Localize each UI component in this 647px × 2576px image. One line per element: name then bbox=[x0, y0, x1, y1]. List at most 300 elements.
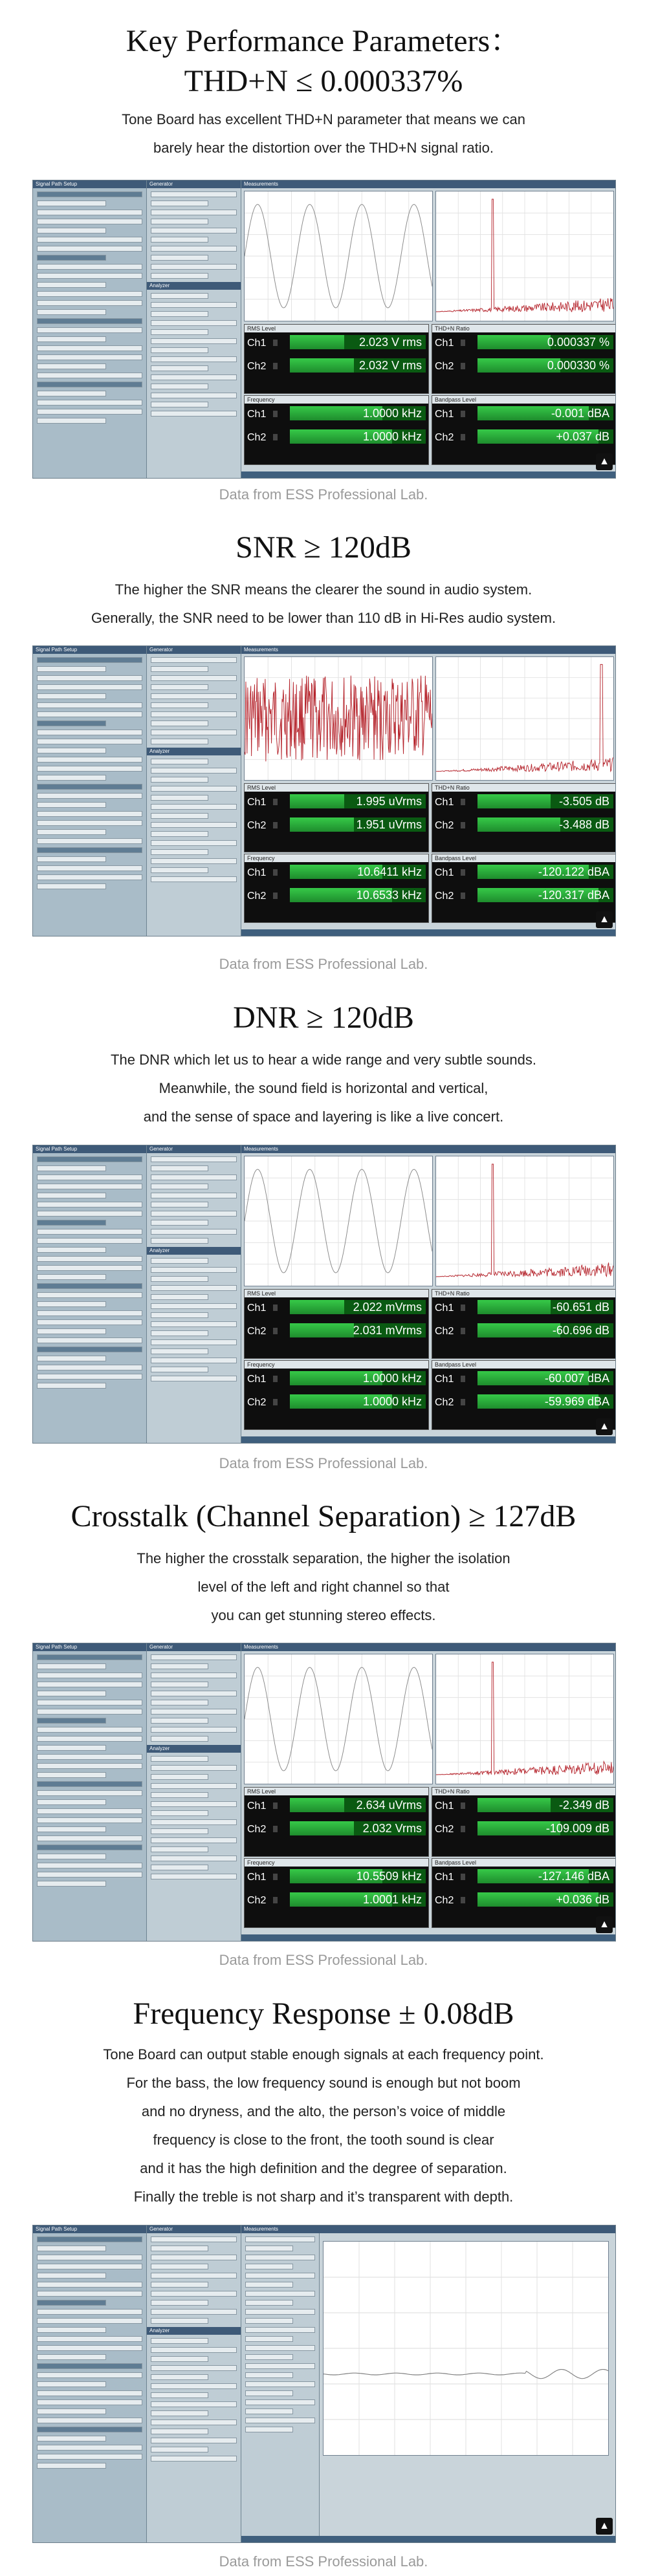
setting-control[interactable] bbox=[151, 1303, 237, 1309]
setting-control[interactable] bbox=[151, 1165, 208, 1171]
setting-control[interactable] bbox=[151, 2383, 237, 2389]
setting-control[interactable] bbox=[37, 237, 142, 243]
setting-control[interactable] bbox=[37, 273, 142, 279]
setting-control[interactable] bbox=[245, 2327, 315, 2333]
setting-control[interactable] bbox=[37, 693, 106, 699]
setting-control[interactable] bbox=[151, 311, 208, 317]
setting-control[interactable] bbox=[151, 1783, 237, 1789]
setting-control[interactable] bbox=[37, 2408, 106, 2414]
setting-control[interactable] bbox=[151, 2255, 237, 2260]
setting-control[interactable] bbox=[151, 1654, 237, 1660]
setting-control[interactable] bbox=[37, 2327, 106, 2333]
setting-control[interactable] bbox=[37, 409, 142, 415]
channel-dropdown[interactable] bbox=[273, 1376, 278, 1382]
setting-control[interactable] bbox=[37, 282, 106, 288]
setting-control[interactable] bbox=[245, 2318, 293, 2324]
setting-control[interactable] bbox=[151, 2264, 208, 2269]
setting-control[interactable] bbox=[151, 759, 208, 764]
setting-control[interactable] bbox=[37, 1319, 142, 1325]
channel-dropdown[interactable] bbox=[273, 1802, 278, 1809]
setting-control[interactable] bbox=[37, 1790, 142, 1796]
setting-control[interactable] bbox=[37, 1663, 106, 1669]
setting-control[interactable] bbox=[37, 1374, 142, 1380]
setting-control[interactable] bbox=[37, 2282, 142, 2288]
setting-control[interactable] bbox=[151, 2392, 208, 2398]
setting-control[interactable] bbox=[37, 228, 106, 233]
setting-control[interactable] bbox=[151, 1202, 208, 1207]
setting-control[interactable] bbox=[37, 246, 142, 252]
setting-control[interactable] bbox=[245, 2309, 315, 2315]
setting-control[interactable] bbox=[151, 1339, 237, 1345]
setting-control[interactable] bbox=[151, 365, 208, 371]
channel-dropdown[interactable] bbox=[461, 1376, 465, 1382]
setting-control[interactable] bbox=[151, 1193, 237, 1198]
setting-control[interactable] bbox=[151, 1376, 237, 1381]
setting-control[interactable] bbox=[37, 1781, 142, 1787]
channel-dropdown[interactable] bbox=[273, 1328, 278, 1334]
setting-control[interactable] bbox=[151, 402, 208, 407]
setting-control[interactable] bbox=[151, 255, 208, 261]
setting-control[interactable] bbox=[37, 210, 142, 215]
setting-control[interactable] bbox=[37, 219, 142, 224]
setting-control[interactable] bbox=[151, 693, 237, 699]
setting-control[interactable] bbox=[37, 2381, 106, 2387]
channel-dropdown[interactable] bbox=[273, 434, 278, 440]
setting-control[interactable] bbox=[37, 318, 142, 324]
setting-control[interactable] bbox=[245, 2264, 293, 2269]
setting-control[interactable] bbox=[151, 2429, 208, 2434]
setting-control[interactable] bbox=[151, 720, 208, 726]
setting-control[interactable] bbox=[151, 1358, 237, 1363]
setting-control[interactable] bbox=[151, 1682, 208, 1687]
setting-control[interactable] bbox=[151, 786, 237, 792]
setting-control[interactable] bbox=[37, 1817, 142, 1823]
channel-dropdown[interactable] bbox=[461, 1328, 465, 1334]
setting-control[interactable] bbox=[37, 865, 142, 871]
setting-control[interactable] bbox=[37, 2300, 106, 2306]
setting-control[interactable] bbox=[37, 666, 106, 672]
setting-control[interactable] bbox=[151, 768, 237, 774]
setting-control[interactable] bbox=[37, 2345, 142, 2351]
setting-control[interactable] bbox=[37, 730, 142, 735]
setting-control[interactable] bbox=[151, 1294, 208, 1300]
setting-control[interactable] bbox=[151, 1321, 237, 1327]
setting-control[interactable] bbox=[37, 373, 142, 378]
setting-control[interactable] bbox=[37, 684, 142, 690]
setting-control[interactable] bbox=[37, 1835, 142, 1841]
setting-control[interactable] bbox=[151, 1700, 208, 1705]
setting-control[interactable] bbox=[37, 1238, 142, 1244]
setting-control[interactable] bbox=[151, 1211, 237, 1217]
setting-control[interactable] bbox=[151, 867, 208, 873]
channel-dropdown[interactable] bbox=[461, 1874, 465, 1880]
setting-control[interactable] bbox=[151, 1330, 208, 1336]
setting-control[interactable] bbox=[151, 210, 237, 215]
setting-control[interactable] bbox=[37, 200, 106, 206]
setting-control[interactable] bbox=[37, 2427, 142, 2432]
setting-control[interactable] bbox=[37, 327, 142, 333]
setting-control[interactable] bbox=[37, 1184, 142, 1189]
setting-control[interactable] bbox=[151, 711, 237, 717]
setting-control[interactable] bbox=[37, 391, 106, 396]
setting-control[interactable] bbox=[37, 1672, 142, 1678]
setting-control[interactable] bbox=[151, 1276, 208, 1282]
setting-control[interactable] bbox=[245, 2273, 315, 2278]
setting-control[interactable] bbox=[151, 1220, 208, 1226]
setting-control[interactable] bbox=[151, 273, 208, 279]
setting-control[interactable] bbox=[151, 1865, 208, 1870]
setting-control[interactable] bbox=[151, 2338, 208, 2344]
setting-control[interactable] bbox=[151, 411, 237, 417]
channel-dropdown[interactable] bbox=[273, 411, 278, 417]
setting-control[interactable] bbox=[151, 374, 237, 380]
setting-control[interactable] bbox=[37, 1247, 106, 1253]
setting-control[interactable] bbox=[151, 2456, 237, 2462]
setting-control[interactable] bbox=[151, 1312, 208, 1318]
setting-control[interactable] bbox=[37, 1328, 106, 1334]
setting-control[interactable] bbox=[37, 1872, 142, 1878]
setting-control[interactable] bbox=[245, 2300, 293, 2306]
setting-control[interactable] bbox=[37, 2354, 106, 2360]
setting-control[interactable] bbox=[151, 2365, 237, 2371]
setting-control[interactable] bbox=[37, 191, 142, 197]
setting-control[interactable] bbox=[37, 1727, 142, 1733]
setting-control[interactable] bbox=[37, 820, 142, 826]
setting-control[interactable] bbox=[151, 2419, 237, 2425]
setting-control[interactable] bbox=[151, 2447, 208, 2452]
setting-control[interactable] bbox=[151, 1672, 237, 1678]
setting-control[interactable] bbox=[245, 2354, 293, 2360]
channel-dropdown[interactable] bbox=[273, 893, 278, 899]
setting-control[interactable] bbox=[37, 1202, 142, 1207]
setting-control[interactable] bbox=[37, 2372, 142, 2378]
setting-control[interactable] bbox=[37, 1256, 142, 1262]
setting-control[interactable] bbox=[37, 874, 142, 880]
setting-control[interactable] bbox=[151, 730, 237, 735]
setting-control[interactable] bbox=[37, 1337, 142, 1343]
setting-control[interactable] bbox=[151, 1837, 237, 1843]
channel-dropdown[interactable] bbox=[461, 1826, 465, 1832]
setting-control[interactable] bbox=[245, 2345, 315, 2351]
setting-control[interactable] bbox=[151, 1736, 208, 1742]
setting-control[interactable] bbox=[37, 2454, 142, 2460]
setting-control[interactable] bbox=[151, 1874, 237, 1879]
setting-control[interactable] bbox=[37, 2390, 142, 2396]
setting-control[interactable] bbox=[151, 228, 237, 233]
setting-control[interactable] bbox=[37, 2436, 106, 2441]
setting-control[interactable] bbox=[151, 1756, 208, 1762]
setting-control[interactable] bbox=[37, 702, 142, 708]
channel-dropdown[interactable] bbox=[461, 340, 465, 346]
setting-control[interactable] bbox=[37, 2255, 142, 2260]
setting-control[interactable] bbox=[151, 2347, 237, 2353]
setting-control[interactable] bbox=[37, 1745, 106, 1751]
setting-control[interactable] bbox=[37, 1808, 142, 1814]
setting-control[interactable] bbox=[37, 1274, 106, 1280]
setting-control[interactable] bbox=[151, 1348, 208, 1354]
setting-control[interactable] bbox=[37, 1881, 106, 1887]
setting-control[interactable] bbox=[151, 393, 237, 398]
setting-control[interactable] bbox=[37, 2291, 142, 2297]
setting-control[interactable] bbox=[37, 775, 106, 781]
setting-control[interactable] bbox=[151, 1367, 208, 1372]
channel-dropdown[interactable] bbox=[273, 1304, 278, 1311]
channel-dropdown[interactable] bbox=[461, 869, 465, 876]
channel-dropdown[interactable] bbox=[273, 363, 278, 369]
setting-control[interactable] bbox=[37, 1383, 106, 1389]
setting-control[interactable] bbox=[37, 2246, 106, 2251]
setting-control[interactable] bbox=[37, 291, 142, 297]
channel-dropdown[interactable] bbox=[461, 363, 465, 369]
setting-control[interactable] bbox=[37, 2318, 142, 2324]
setting-control[interactable] bbox=[37, 1211, 142, 1217]
setting-control[interactable] bbox=[37, 1292, 142, 1298]
setting-control[interactable] bbox=[37, 264, 142, 270]
setting-control[interactable] bbox=[151, 813, 208, 819]
setting-control[interactable] bbox=[37, 2264, 142, 2269]
setting-control[interactable] bbox=[151, 1184, 208, 1189]
setting-control[interactable] bbox=[151, 2438, 237, 2443]
setting-control[interactable] bbox=[37, 856, 106, 862]
setting-control[interactable] bbox=[245, 2363, 315, 2369]
setting-control[interactable] bbox=[151, 2246, 208, 2251]
setting-control[interactable] bbox=[37, 1301, 106, 1307]
setting-control[interactable] bbox=[151, 2282, 208, 2288]
setting-control[interactable] bbox=[245, 2372, 293, 2378]
setting-control[interactable] bbox=[245, 2390, 293, 2396]
setting-control[interactable] bbox=[37, 657, 142, 663]
setting-control[interactable] bbox=[151, 840, 237, 846]
channel-dropdown[interactable] bbox=[273, 1897, 278, 1903]
setting-control[interactable] bbox=[151, 1810, 208, 1816]
setting-control[interactable] bbox=[37, 802, 106, 808]
setting-control[interactable] bbox=[151, 1856, 237, 1861]
setting-control[interactable] bbox=[151, 384, 208, 389]
setting-control[interactable] bbox=[37, 418, 106, 424]
setting-control[interactable] bbox=[151, 2300, 208, 2306]
channel-dropdown[interactable] bbox=[461, 411, 465, 417]
setting-control[interactable] bbox=[37, 1229, 142, 1235]
setting-control[interactable] bbox=[151, 702, 208, 708]
setting-control[interactable] bbox=[37, 2336, 142, 2342]
setting-control[interactable] bbox=[37, 1174, 142, 1180]
setting-control[interactable] bbox=[37, 766, 142, 772]
setting-control[interactable] bbox=[37, 2363, 142, 2369]
setting-control[interactable] bbox=[37, 1220, 106, 1226]
channel-dropdown[interactable] bbox=[461, 799, 465, 805]
channel-dropdown[interactable] bbox=[461, 1399, 465, 1405]
setting-control[interactable] bbox=[37, 1283, 142, 1289]
channel-dropdown[interactable] bbox=[273, 340, 278, 346]
setting-control[interactable] bbox=[37, 748, 106, 753]
setting-control[interactable] bbox=[37, 255, 106, 261]
setting-control[interactable] bbox=[151, 2374, 208, 2380]
setting-control[interactable] bbox=[245, 2399, 315, 2405]
setting-control[interactable] bbox=[151, 1801, 237, 1807]
setting-control[interactable] bbox=[37, 883, 106, 889]
setting-control[interactable] bbox=[37, 1709, 142, 1715]
channel-dropdown[interactable] bbox=[273, 1399, 278, 1405]
setting-control[interactable] bbox=[151, 804, 237, 810]
setting-control[interactable] bbox=[151, 320, 237, 326]
setting-control[interactable] bbox=[37, 382, 142, 387]
setting-control[interactable] bbox=[151, 657, 237, 663]
channel-dropdown[interactable] bbox=[461, 1304, 465, 1311]
setting-control[interactable] bbox=[245, 2246, 293, 2251]
setting-control[interactable] bbox=[37, 2445, 142, 2451]
setting-control[interactable] bbox=[37, 2399, 142, 2405]
setting-control[interactable] bbox=[37, 675, 142, 681]
setting-control[interactable] bbox=[151, 1174, 237, 1180]
setting-control[interactable] bbox=[245, 2381, 315, 2387]
setting-control[interactable] bbox=[37, 1265, 142, 1271]
setting-control[interactable] bbox=[37, 354, 142, 360]
setting-control[interactable] bbox=[37, 2418, 142, 2423]
setting-control[interactable] bbox=[151, 347, 208, 353]
channel-dropdown[interactable] bbox=[273, 799, 278, 805]
setting-control[interactable] bbox=[37, 2273, 106, 2278]
setting-control[interactable] bbox=[151, 666, 208, 672]
setting-control[interactable] bbox=[151, 2309, 237, 2315]
setting-control[interactable] bbox=[37, 1310, 142, 1316]
setting-control[interactable] bbox=[151, 1709, 237, 1715]
setting-control[interactable] bbox=[37, 336, 106, 342]
setting-control[interactable] bbox=[151, 264, 237, 270]
setting-control[interactable] bbox=[37, 1863, 142, 1868]
setting-control[interactable] bbox=[245, 2408, 293, 2414]
setting-control[interactable] bbox=[37, 1826, 106, 1832]
setting-control[interactable] bbox=[37, 757, 142, 763]
setting-control[interactable] bbox=[37, 739, 142, 744]
setting-control[interactable] bbox=[151, 1663, 208, 1669]
setting-control[interactable] bbox=[151, 1727, 237, 1733]
setting-control[interactable] bbox=[151, 739, 208, 744]
setting-control[interactable] bbox=[37, 363, 106, 369]
setting-control[interactable] bbox=[151, 2291, 237, 2297]
setting-control[interactable] bbox=[37, 1193, 106, 1198]
setting-control[interactable] bbox=[37, 309, 106, 315]
setting-control[interactable] bbox=[151, 200, 208, 206]
setting-control[interactable] bbox=[151, 356, 237, 362]
setting-control[interactable] bbox=[37, 711, 142, 717]
setting-control[interactable] bbox=[37, 1165, 106, 1171]
setting-control[interactable] bbox=[151, 684, 208, 690]
setting-control[interactable] bbox=[245, 2427, 293, 2432]
setting-control[interactable] bbox=[151, 822, 237, 828]
setting-control[interactable] bbox=[37, 1682, 142, 1687]
setting-control[interactable] bbox=[151, 2356, 208, 2362]
setting-control[interactable] bbox=[37, 300, 142, 306]
setting-control[interactable] bbox=[151, 1285, 237, 1291]
channel-dropdown[interactable] bbox=[461, 1897, 465, 1903]
setting-control[interactable] bbox=[151, 1156, 237, 1162]
setting-control[interactable] bbox=[151, 675, 237, 681]
setting-control[interactable] bbox=[151, 237, 208, 243]
setting-control[interactable] bbox=[151, 1238, 208, 1244]
channel-dropdown[interactable] bbox=[461, 822, 465, 828]
setting-control[interactable] bbox=[151, 1846, 208, 1852]
setting-control[interactable] bbox=[151, 1819, 237, 1825]
setting-control[interactable] bbox=[37, 1799, 106, 1805]
setting-control[interactable] bbox=[151, 1229, 237, 1235]
setting-control[interactable] bbox=[151, 876, 237, 882]
setting-control[interactable] bbox=[37, 1691, 106, 1696]
setting-control[interactable] bbox=[37, 811, 142, 817]
setting-control[interactable] bbox=[151, 329, 208, 335]
setting-control[interactable] bbox=[245, 2236, 315, 2242]
channel-dropdown[interactable] bbox=[273, 822, 278, 828]
setting-control[interactable] bbox=[151, 849, 208, 855]
setting-control[interactable] bbox=[37, 400, 142, 406]
setting-control[interactable] bbox=[37, 784, 142, 790]
setting-control[interactable] bbox=[37, 1718, 106, 1724]
setting-control[interactable] bbox=[37, 1845, 142, 1850]
setting-control[interactable] bbox=[151, 777, 208, 783]
channel-dropdown[interactable] bbox=[461, 434, 465, 440]
setting-control[interactable] bbox=[151, 1828, 208, 1834]
setting-control[interactable] bbox=[37, 2463, 106, 2469]
setting-control[interactable] bbox=[37, 838, 142, 844]
setting-control[interactable] bbox=[151, 2410, 208, 2416]
setting-control[interactable] bbox=[37, 1736, 142, 1742]
setting-control[interactable] bbox=[37, 1654, 142, 1660]
setting-control[interactable] bbox=[37, 1854, 106, 1859]
setting-control[interactable] bbox=[151, 2401, 237, 2407]
setting-control[interactable] bbox=[151, 338, 237, 344]
channel-dropdown[interactable] bbox=[461, 893, 465, 899]
setting-control[interactable] bbox=[151, 1792, 208, 1798]
setting-control[interactable] bbox=[151, 1774, 208, 1780]
channel-dropdown[interactable] bbox=[461, 1802, 465, 1809]
setting-control[interactable] bbox=[37, 1763, 142, 1769]
setting-control[interactable] bbox=[37, 345, 142, 351]
setting-control[interactable] bbox=[37, 1347, 142, 1352]
setting-control[interactable] bbox=[37, 1156, 142, 1162]
setting-control[interactable] bbox=[151, 2273, 237, 2278]
setting-control[interactable] bbox=[151, 219, 208, 224]
setting-control[interactable] bbox=[151, 831, 208, 837]
setting-control[interactable] bbox=[245, 2282, 293, 2288]
setting-control[interactable] bbox=[37, 1365, 142, 1370]
setting-control[interactable] bbox=[151, 1765, 237, 1771]
setting-control[interactable] bbox=[37, 847, 142, 853]
setting-control[interactable] bbox=[37, 1772, 106, 1778]
setting-control[interactable] bbox=[151, 302, 237, 308]
setting-control[interactable] bbox=[151, 293, 208, 299]
setting-control[interactable] bbox=[151, 191, 237, 197]
channel-dropdown[interactable] bbox=[273, 1826, 278, 1832]
setting-control[interactable] bbox=[37, 1754, 142, 1760]
setting-control[interactable] bbox=[37, 1356, 106, 1361]
setting-control[interactable] bbox=[37, 793, 142, 799]
setting-control[interactable] bbox=[151, 1691, 237, 1696]
setting-control[interactable] bbox=[151, 858, 237, 864]
setting-control[interactable] bbox=[151, 2318, 208, 2324]
setting-control[interactable] bbox=[245, 2336, 293, 2342]
setting-control[interactable] bbox=[245, 2255, 315, 2260]
setting-control[interactable] bbox=[151, 1718, 208, 1724]
channel-dropdown[interactable] bbox=[273, 1874, 278, 1880]
channel-dropdown[interactable] bbox=[273, 869, 278, 876]
setting-control[interactable] bbox=[151, 2236, 237, 2242]
setting-control[interactable] bbox=[151, 246, 237, 252]
setting-control[interactable] bbox=[151, 1267, 237, 1273]
setting-control[interactable] bbox=[37, 2236, 142, 2242]
setting-control[interactable] bbox=[37, 720, 106, 726]
setting-control[interactable] bbox=[151, 1258, 208, 1264]
setting-control[interactable] bbox=[245, 2291, 315, 2297]
setting-control[interactable] bbox=[37, 829, 106, 835]
